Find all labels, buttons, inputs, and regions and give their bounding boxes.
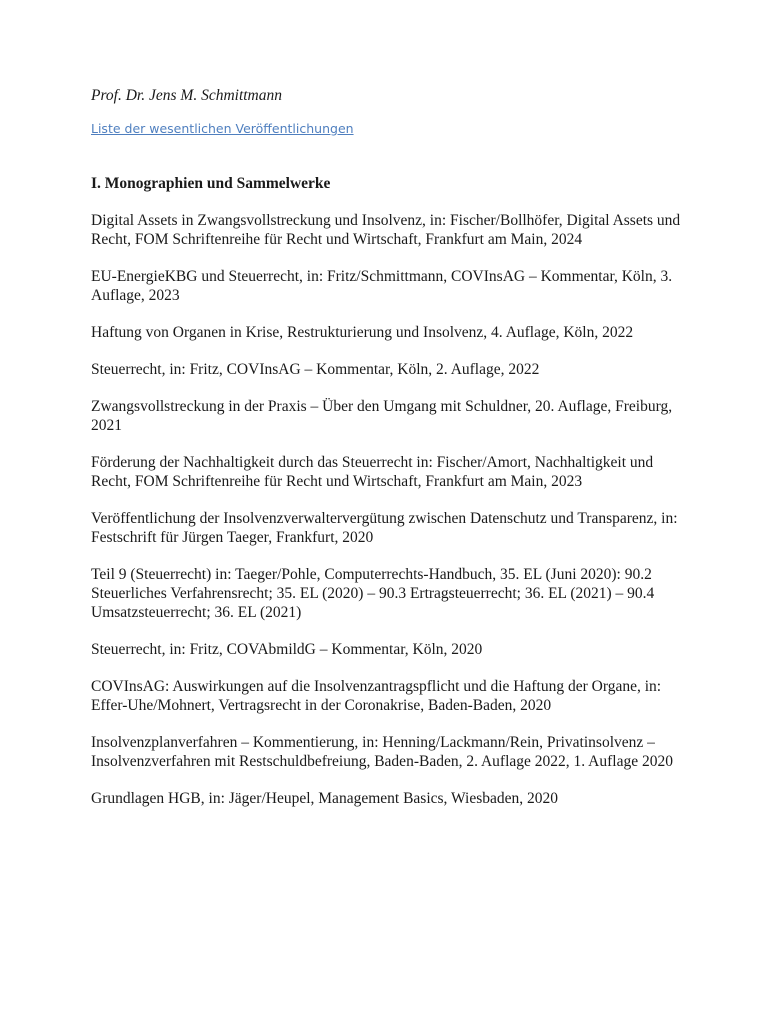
publication-entry: Teil 9 (Steuerrecht) in: Taeger/Pohle, Computerrechts-Handbuch, 35. EL (Juni 2020): 90.2 Steuerliches Verfahrensrecht; 35. EL (2020) – 90.3 Ertragsteuerrecht; 36. EL (2021) – 90.4 Umsatzsteuerrecht; 36. EL (2021)	[91, 566, 655, 621]
publication-list	[91, 211, 691, 808]
author-name: Prof. Dr. Jens M. Schmittmann	[91, 87, 283, 104]
document-page	[91, 86, 691, 808]
publication-entry: Grundlagen HGB, in: Jäger/Heupel, Management Basics, Wiesbaden, 2020	[91, 790, 558, 807]
publication-entry: COVInsAG: Auswirkungen auf die Insolvenzantragspflicht und die Haftung der Organe, in: Effer-Uhe/Mohnert, Vertragsrecht in der Coronakrise, Baden-Baden, 2020	[91, 678, 662, 714]
publication-entry: Steuerrecht, in: Fritz, COVAbmildG – Kommentar, Köln, 2020	[91, 641, 483, 658]
publication-entry: Insolvenzplanverfahren – Kommentierung, in: Henning/Lackmann/Rein, Privatinsolvenz – Insolvenzverfahren mit Restschuldbefreiung, Baden-Baden, 2. Auflage 2022, 1. Auflage 2020	[91, 734, 673, 770]
publication-entry: EU-EnergieKBG und Steuerrecht, in: Fritz/Schmittmann, COVInsAG – Kommentar, Köln, 3. Auflage, 2023	[91, 268, 673, 304]
section-heading: I. Monographien und Sammelwerke	[91, 175, 331, 192]
publication-entry: Digital Assets in Zwangsvollstreckung und Insolvenz, in: Fischer/Bollhöfer, Digital Assets und Recht, FOM Schriftenreihe für Recht und Wirtschaft, Frankfurt am Main, 2024	[91, 212, 681, 248]
publication-entry: Veröffentlichung der Insolvenzverwaltervergütung zwischen Datenschutz und Transparenz, in: Festschrift für Jürgen Taeger, Frankfurt, 2020	[91, 510, 678, 546]
publication-entry: Förderung der Nachhaltigkeit durch das Steuerrecht in: Fischer/Amort, Nachhaltigkeit und Recht, FOM Schriftenreihe für Recht und Wirtschaft, Frankfurt am Main, 2023	[91, 454, 654, 490]
publication-entry: Steuerrecht, in: Fritz, COVInsAG – Kommentar, Köln, 2. Auflage, 2022	[91, 361, 540, 378]
publication-entry: Zwangsvollstreckung in der Praxis – Über den Umgang mit Schuldner, 20. Auflage, Freiburg, 2021	[91, 398, 673, 434]
publications-list-link[interactable]: Liste der wesentlichen Veröffentlichungen	[91, 121, 354, 136]
publication-entry: Haftung von Organen in Krise, Restrukturierung und Insolvenz, 4. Auflage, Köln, 2022	[91, 324, 634, 341]
